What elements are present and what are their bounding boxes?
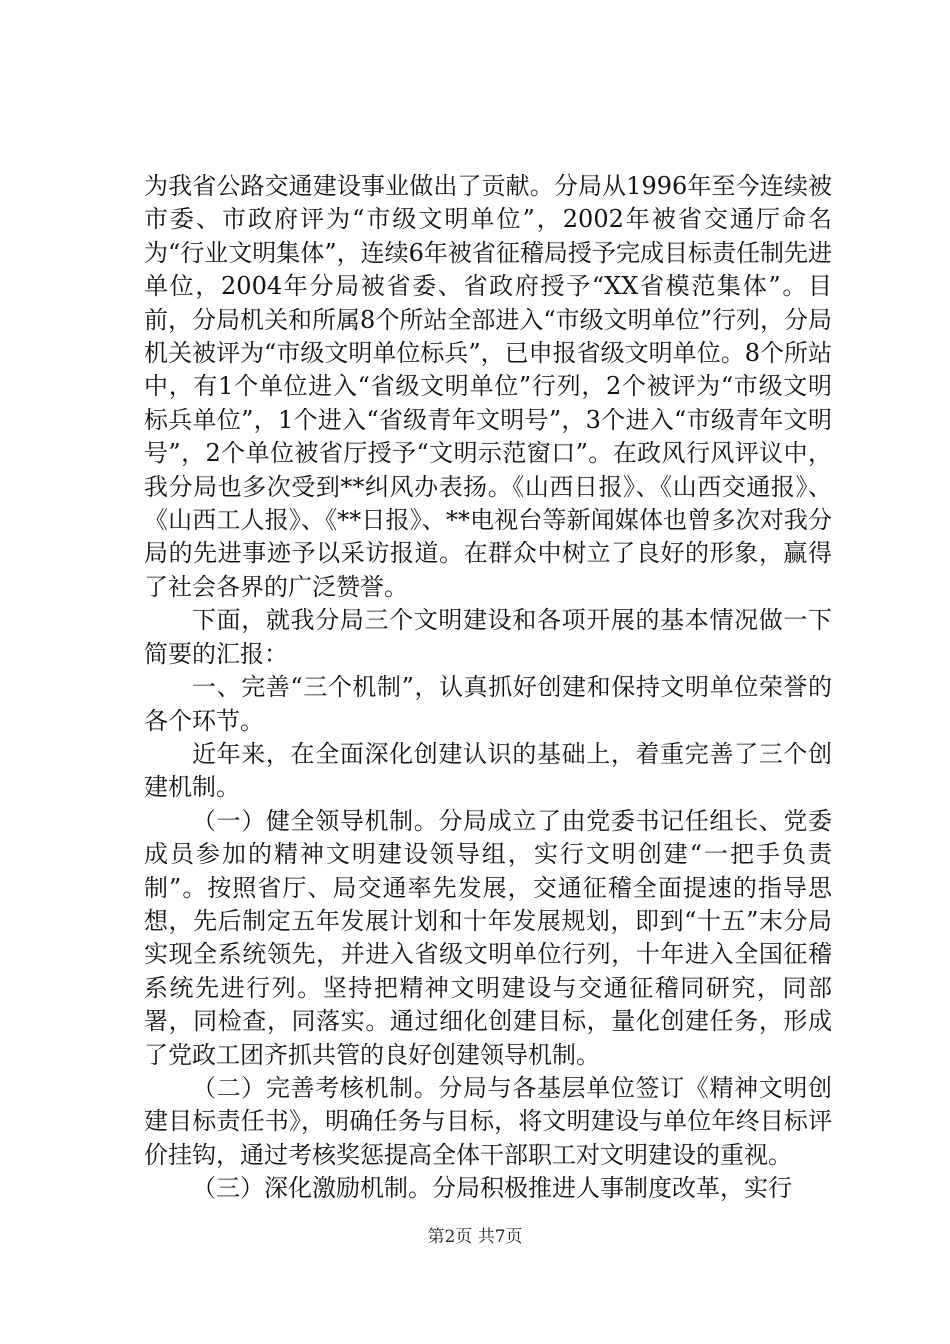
paragraph-3-heading: 一、完善“三个机制”，认真抓好创建和保持文明单位荣誉的各个环节。 bbox=[144, 673, 832, 735]
document-body bbox=[144, 170, 832, 1206]
paragraph-2: 下面，就我分局三个文明建设和各项开展的基本情况做一下简要的汇报： bbox=[144, 606, 832, 668]
paragraph-7: （三）深化激励机制。分局积极推进人事制度改革，实行 bbox=[192, 1174, 792, 1203]
page-footer: 第2页 共7页 bbox=[427, 1227, 523, 1247]
paragraph-6: （二）完善考核机制。分局与各基层单位签订《精神文明创建目标责任书》，明确任务与目标，将文明建设与单位年终目标评价挂钩，通过考核奖惩提高全体干部职工对文明建设的重视。 bbox=[144, 1073, 832, 1169]
paragraph-1: 为我省公路交通建设事业做出了贡献。分局从1996年至今连续被市委、市政府评为“市级文明单位”，2002年被省交通厅命名为“行业文明集体”，连续6年被省征稽局授予完成目标责任制先进单位，2004年分局被省委、省政府授予“XX省模范集体”。目前，分局机关和所属8个所站全部进入“市级文明单位”行列，分局机关被评为“市级文明单位标兵”，已申报省级文明单位。8个所站中，有1个单位进入“省级文明单位”行列，2个被评为“市级文明标兵单位”，1个进入“省级青年文明号”，3个进入“市级青年文明号”，2个单位被省厅授予“文明示范窗口”。在政风行风评议中，我分局也多次受到**纠风办表扬。《山西日报》、《山西交通报》、《山西工人报》、《**日报》、**电视台等新闻媒体也曾多次对我分局的先进事迹予以采访报道。在群众中树立了良好的形象，赢得了社会各界的广泛赞誉。 bbox=[144, 172, 832, 601]
paragraph-4: 近年来，在全面深化创建认识的基础上，着重完善了三个创建机制。 bbox=[144, 739, 832, 802]
paragraph-5: （一）健全领导机制。分局成立了由党委书记任组长、党委成员参加的精神文明建设领导组，实行文明创建“一把手负责制”。按照省厅、局交通率先发展，交通征稽全面提速的指导思想，先后制定五年发展计划和十年发展规划，即到“十五”末分局实现全系统领先，并进入省级文明单位行列，十年进入全国征稽系统先进行列。坚持把精神文明建设与交通征稽同研究，同部署，同检查，同落实。通过细化创建目标，量化创建任务，形成了党政工团齐抓共管的良好创建领导机制。 bbox=[144, 806, 832, 1069]
